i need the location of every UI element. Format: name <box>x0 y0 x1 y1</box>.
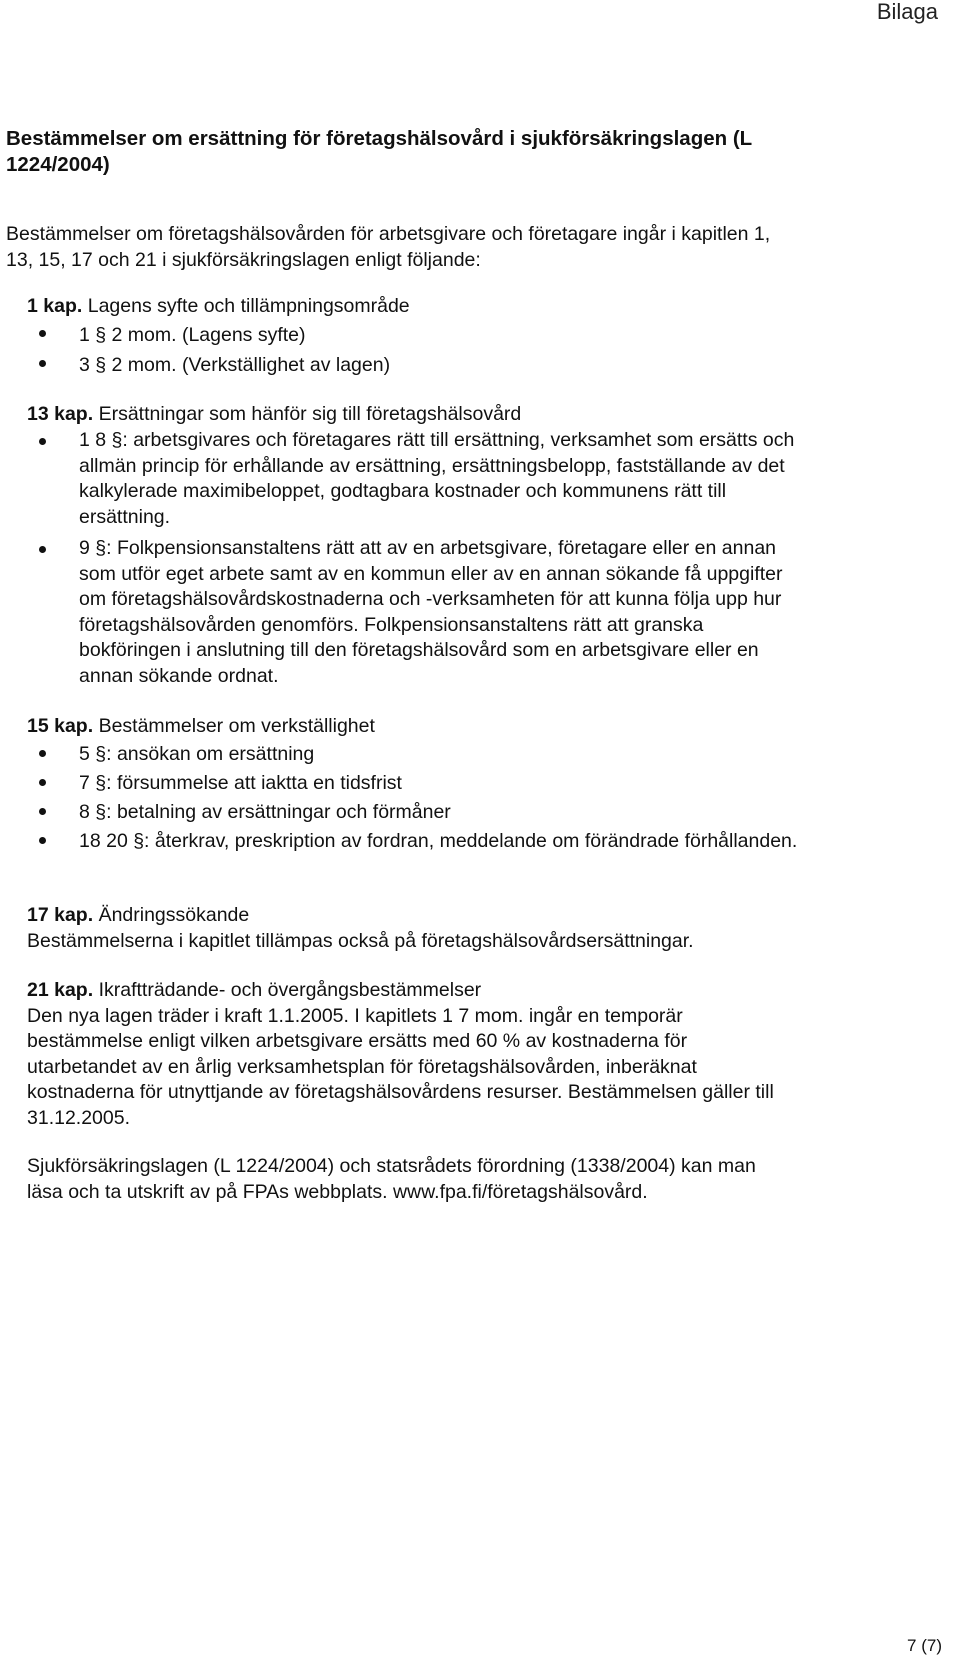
document-title: Bestämmelser om ersättning för företagshälsovård i sjukförsäkringslagen (L 1224/2004) <box>6 127 752 176</box>
chapter-15-label: 15 kap. <box>27 715 94 737</box>
chapter-13-section <box>27 400 807 695</box>
chapter-13-list <box>27 428 807 689</box>
chapter-1-list <box>27 320 927 380</box>
chapter-21-section <box>27 978 787 1131</box>
chapter-15-list <box>27 740 807 856</box>
page-header-label: Bilaga <box>876 0 938 24</box>
chapter-1-label: 1 kap. <box>27 295 83 317</box>
chapter-15-heading <box>27 712 807 740</box>
chapter-17-section <box>27 903 827 954</box>
chapter-1-title: Lagens syfte och tillämpningsområde <box>87 295 410 317</box>
chapter-17-heading <box>27 903 827 929</box>
chapter-13-heading <box>27 400 807 428</box>
list-item: 1 8 §: arbetsgivares och företagares rätt till ersättning, verksamhet som ersätts och allmän princip för erhållande av ersättning, ersättningsbelopp, fastställande av det kalkylerade maximibeloppet, godtagbara kostnader och kommunens rätt till ersättning. <box>27 428 807 530</box>
chapter-13-title: Ersättningar som hänför sig till företagshälsovård <box>98 403 522 425</box>
list-item: 18 20 §: återkrav, preskription av fordran, meddelande om förändrade förhållanden. <box>27 827 807 856</box>
chapter-17-label: 17 kap. <box>27 904 94 926</box>
list-item: 1 § 2 mom. (Lagens syfte) <box>27 320 927 350</box>
closing-paragraph: Sjukförsäkringslagen (L 1224/2004) och statsrådets förordning (1338/2004) kan man läsa och ta utskrift av på FPAs webbplats. www.fpa.fi/företagshälsovård. <box>27 1155 756 1203</box>
list-item: 3 § 2 mom. (Verkställighet av lagen) <box>27 350 927 380</box>
page-number: 7 (7) <box>907 1636 942 1655</box>
list-item: 5 §: ansökan om ersättning <box>27 740 807 769</box>
chapter-13-label: 13 kap. <box>27 403 94 425</box>
chapter-17-title: Ändringssökande <box>98 904 250 926</box>
list-item: 8 §: betalning av ersättningar och förmåner <box>27 798 807 827</box>
chapter-15-section <box>27 712 807 856</box>
chapter-1-heading <box>27 292 927 320</box>
chapter-21-title: Ikraftträdande- och övergångsbestämmelser <box>98 979 482 1001</box>
chapter-17-text: Bestämmelserna i kapitlet tillämpas också på företagshälsovårdsersättningar. <box>27 929 694 952</box>
intro-paragraph: Bestämmelser om företagshälsovården för arbetsgivare och företagare ingår i kapitlen 1, 13, 15, 17 och 21 i sjukförsäkringslagen enligt följande: <box>6 223 771 271</box>
chapter-21-label: 21 kap. <box>27 979 94 1001</box>
chapter-15-title: Bestämmelser om verkställighet <box>98 715 375 737</box>
list-item: 9 §: Folkpensionsanstaltens rätt att av en arbetsgivare, företagare eller en annan som utför eget arbete samt av en kommun eller av en annan sökande få uppgifter om företagshälsovårdskostnaderna och -verksamheten för att kunna följa upp hur företagshälsovården genomförs. Folkpensionsanstaltens rätt att granska bokföringen i anslutning till den företagshälsovård som en arbetsgivare eller en annan sökande ordnat. <box>27 536 807 689</box>
chapter-1-section <box>27 292 927 380</box>
list-item: 7 §: försummelse att iaktta en tidsfrist <box>27 769 807 798</box>
chapter-21-heading <box>27 978 787 1004</box>
chapter-21-text: Den nya lagen träder i kraft 1.1.2005. I kapitlets 1 7 mom. ingår en temporär bestämmelse enligt vilken arbetsgivare ersätts med 60 % av kostnaderna för utarbetandet av en årlig verksamhetsplan för företagshälsovården, inberäknat kostnaderna för utnyttjande av företagshälsovårdens resurser. Bestämmelsen gäller till 31.12.2005. <box>27 1004 774 1129</box>
